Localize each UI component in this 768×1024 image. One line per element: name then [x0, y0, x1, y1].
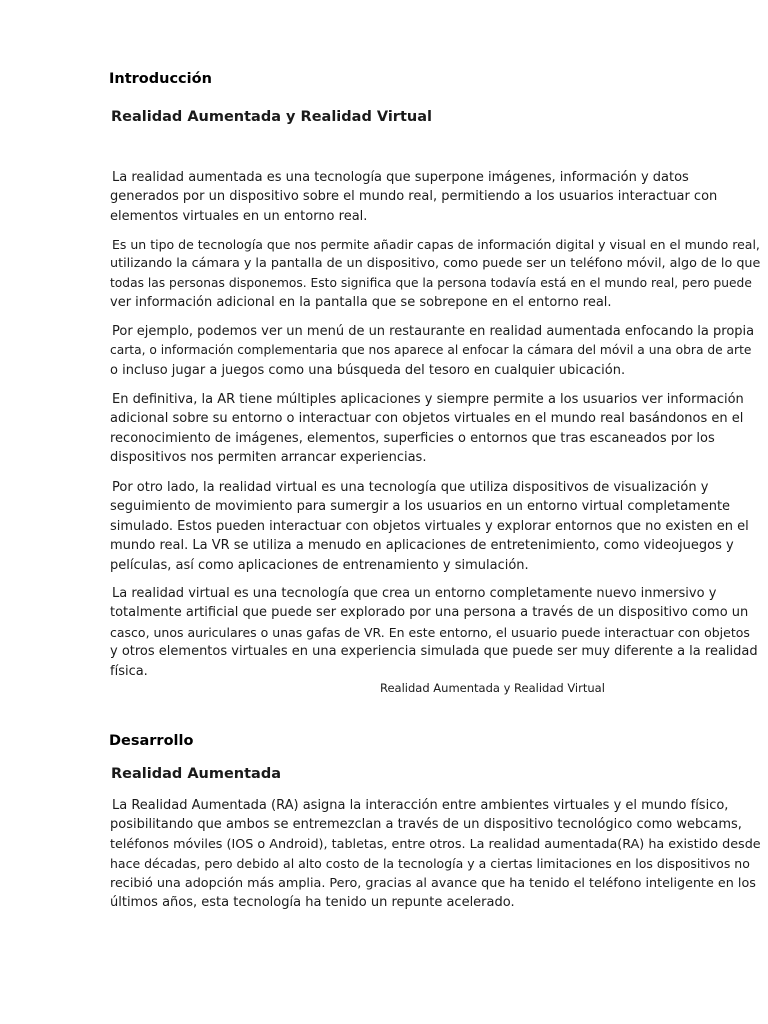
text-line: generados por un dispositivo sobre el mundo real, permitiendo a los usuarios interactuar con [110, 189, 718, 205]
text-line: todas las personas disponemos. Esto significa que la persona todavía está en el mundo real, pero puede [110, 275, 752, 290]
text-line: teléfonos móviles (IOS o Android), tabletas, entre otros. La realidad aumentada(RA) ha existido desde [110, 836, 761, 852]
text-line: La realidad aumentada es una tecnología que superpone imágenes, información y datos [112, 170, 689, 185]
text-line: totalmente artificial que puede ser explorado por una persona a través de un dispositivo como un [110, 605, 749, 621]
text-line: utilizando la cámara y la pantalla de un dispositivo, como puede ser un teléfono móvil, algo de lo que [110, 256, 761, 272]
text-line: casco, unos auriculares o unas gafas de VR. En este entorno, el usuario puede interactuar con objetos [110, 624, 750, 640]
text-line: y otros elementos virtuales en una experiencia simulada que puede ser muy diferente a la realidad [110, 644, 758, 660]
text-line: carta, o información complementaria que nos aparece al enfocar la cámara del móvil a una obra de arte [110, 343, 752, 358]
development-heading: Desarrollo [109, 733, 194, 749]
text-line: elementos virtuales en un entorno real. [110, 208, 368, 224]
text-line: películas, así como aplicaciones de entrenamiento y simulación. [110, 557, 529, 573]
text-line: física. [110, 663, 148, 679]
intro-subheading: Realidad Aumentada y Realidad Virtual [111, 109, 432, 125]
text-line: últimos años, esta tecnología ha tenido un repunte acelerado. [110, 895, 515, 911]
intro-paragraph-4 [110, 390, 760, 468]
text-line: posibilitando que ambos se entremezclan a través de un dispositivo tecnológico como webcams, [110, 817, 742, 833]
intro-heading: Introducción [109, 71, 212, 87]
text-line: La realidad virtual es una tecnología que crea un entorno completamente nuevo inmersivo y [112, 586, 717, 601]
text-line: recibió una adopción más amplia. Pero, gracias al avance que ha tenido el teléfono inteligente en los [110, 875, 756, 891]
intro-paragraph-2 [110, 235, 760, 313]
text-line: En definitiva, la AR tiene múltiples aplicaciones y siempre permite a los usuarios ver información [112, 392, 744, 407]
intro-paragraph-5 [110, 478, 760, 575]
development-subheading: Realidad Aumentada [111, 766, 282, 782]
development-paragraph [110, 796, 760, 912]
text-line: ver información adicional en la pantalla que se sobrepone en el entorno real. [110, 295, 612, 311]
text-line: adicional sobre su entorno o interactuar con objetos virtuales en el mundo real basándonos en el [110, 411, 744, 427]
intro-paragraph-6 [110, 584, 760, 681]
text-line: hace décadas, pero debido al alto costo de la tecnología y a ciertas limitaciones en los dispositivos no [110, 856, 750, 872]
text-line: seguimiento de movimiento para sumergir a los usuarios en un entorno virtual completamente [110, 499, 731, 515]
text-line: La Realidad Aumentada (RA) asigna la interacción entre ambientes virtuales y el mundo físico, [112, 798, 729, 813]
text-line: mundo real. La VR se utiliza a menudo en aplicaciones de entretenimiento, como videojuegos y [110, 538, 734, 554]
intro-paragraph-1 [110, 168, 760, 226]
text-line: Por otro lado, la realidad virtual es una tecnología que utiliza dispositivos de visualización y [112, 480, 709, 495]
text-line: dispositivos nos permiten arrancar experiencias. [110, 450, 427, 466]
text-line: simulado. Estos pueden interactuar con objetos virtuales y explorar entornos que no existen en el [110, 518, 749, 534]
text-line: o incluso jugar a juegos como una búsqueda del tesoro en cualquier ubicación. [110, 362, 626, 378]
text-line: Por ejemplo, podemos ver un menú de un restaurante en realidad aumentada enfocando la propia [112, 324, 755, 339]
text-line: Es un tipo de tecnología que nos permite añadir capas de información digital y visual en el mundo real, [112, 237, 760, 252]
intro-paragraph-3 [110, 322, 760, 380]
text-line: reconocimiento de imágenes, elementos, superficies o entornos que tras escaneados por los [110, 430, 715, 446]
figure-caption: Realidad Aumentada y Realidad Virtual [380, 681, 605, 695]
